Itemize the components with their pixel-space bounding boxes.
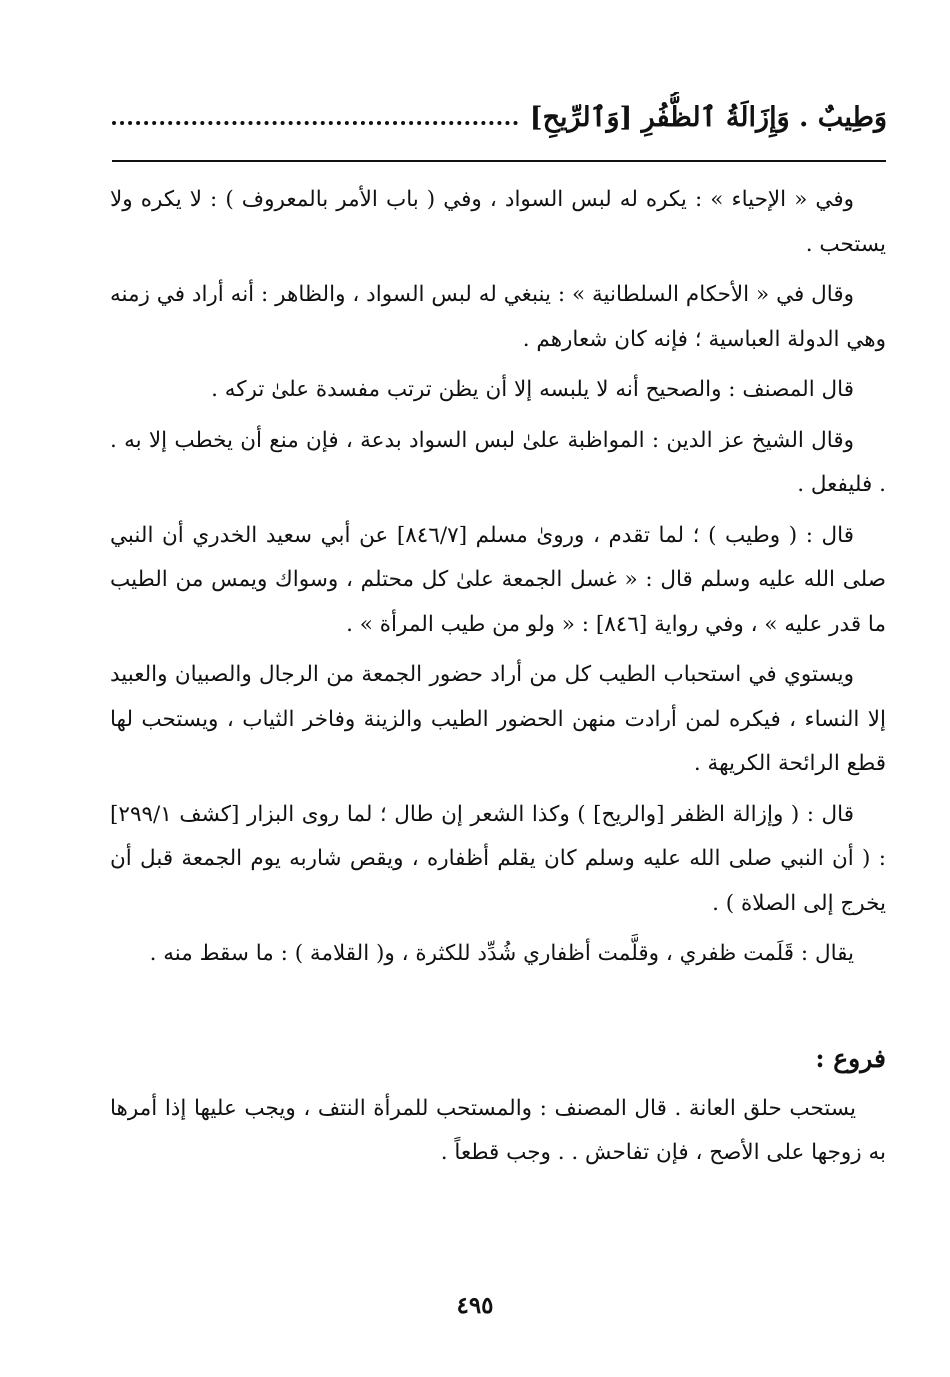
section-heading-furu: فروع :	[815, 1043, 886, 1073]
running-header	[112, 92, 887, 142]
paragraph-4: وقال الشيخ عز الدين : المواظبة علىٰ لبس السواد بدعة ، فإن منع أن يخطب إلا به . . فليفعل .	[110, 427, 886, 497]
paragraph-8: يقال : قَلَمت ظفري ، وقلَّمت أظفاري شُدِّد للكثرة ، و( القلامة ) : ما سقط منه .	[149, 941, 854, 966]
paragraph-furu: يستحب حلق العانة . قال المصنف : والمستحب للمرأة النتف ، ويجب عليها إذا أمرها به زوجها على الأصح ، فإن تفاحش . . وجب قطعاً .	[110, 1095, 886, 1165]
paragraph-3: قال المصنف : والصحيح أنه لا يلبسه إلا أن يظن ترتب مفسدة علىٰ تركه .	[211, 377, 854, 402]
paragraph-6: ويستوي في استحباب الطيب كل من أراد حضور الجمعة من الرجال والصبيان والعبيد إلا النساء ، فيكره لمن أرادت منهن الحضور الطيب والزينة وفاخر الثياب ، ويستحب لها قطع الرائحة الكريهة .	[110, 662, 886, 776]
header-rule	[112, 160, 886, 162]
paragraph-7: قال : ( وإزالة الظفر [والريح] ) وكذا الشعر إن طال ؛ لما روى البزار [كشف ٢٩٩/١] : ( أن النبي صلى الله عليه وسلم كان يقلم أظفاره ، ويقص شاربه يوم الجمعة قبل أن يخرج إلى الصلاة ) .	[110, 801, 886, 916]
paragraph-2: وقال في « الأحكام السلطانية » : ينبغي له لبس السواد ، والظاهر : أنه أراد في زمنه وهي الدولة العباسية ؛ فإنه كان شعارهم .	[110, 282, 886, 352]
page-number: ٤٩٥	[456, 1292, 494, 1319]
body-text	[110, 178, 886, 1182]
paragraph-1: وفي « الإحياء » : يكره له لبس السواد ، وفي ( باب الأمر بالمعروف ) : لا يكره ولا يستحب .	[110, 187, 886, 257]
running-header-title: وَطِيبٌ . وَإِزَالَةُ ٱلظُّفُرِ [وَٱلرِّيحِ]	[529, 101, 887, 133]
paragraph-5: قال : ( وطيب ) ؛ لما تقدم ، وروىٰ مسلم [٨٤٦/٧] عن أبي سعيد الخدري أن النبي صلى الله عليه وسلم قال : « غسل الجمعة علىٰ كل محتلم ، وسواك ويمس من الطيب ما قدر عليه » ، وفي رواية [٨٤٦] : « ولو من طيب المرأة » .	[110, 522, 886, 637]
header-leader-dots	[112, 121, 518, 125]
